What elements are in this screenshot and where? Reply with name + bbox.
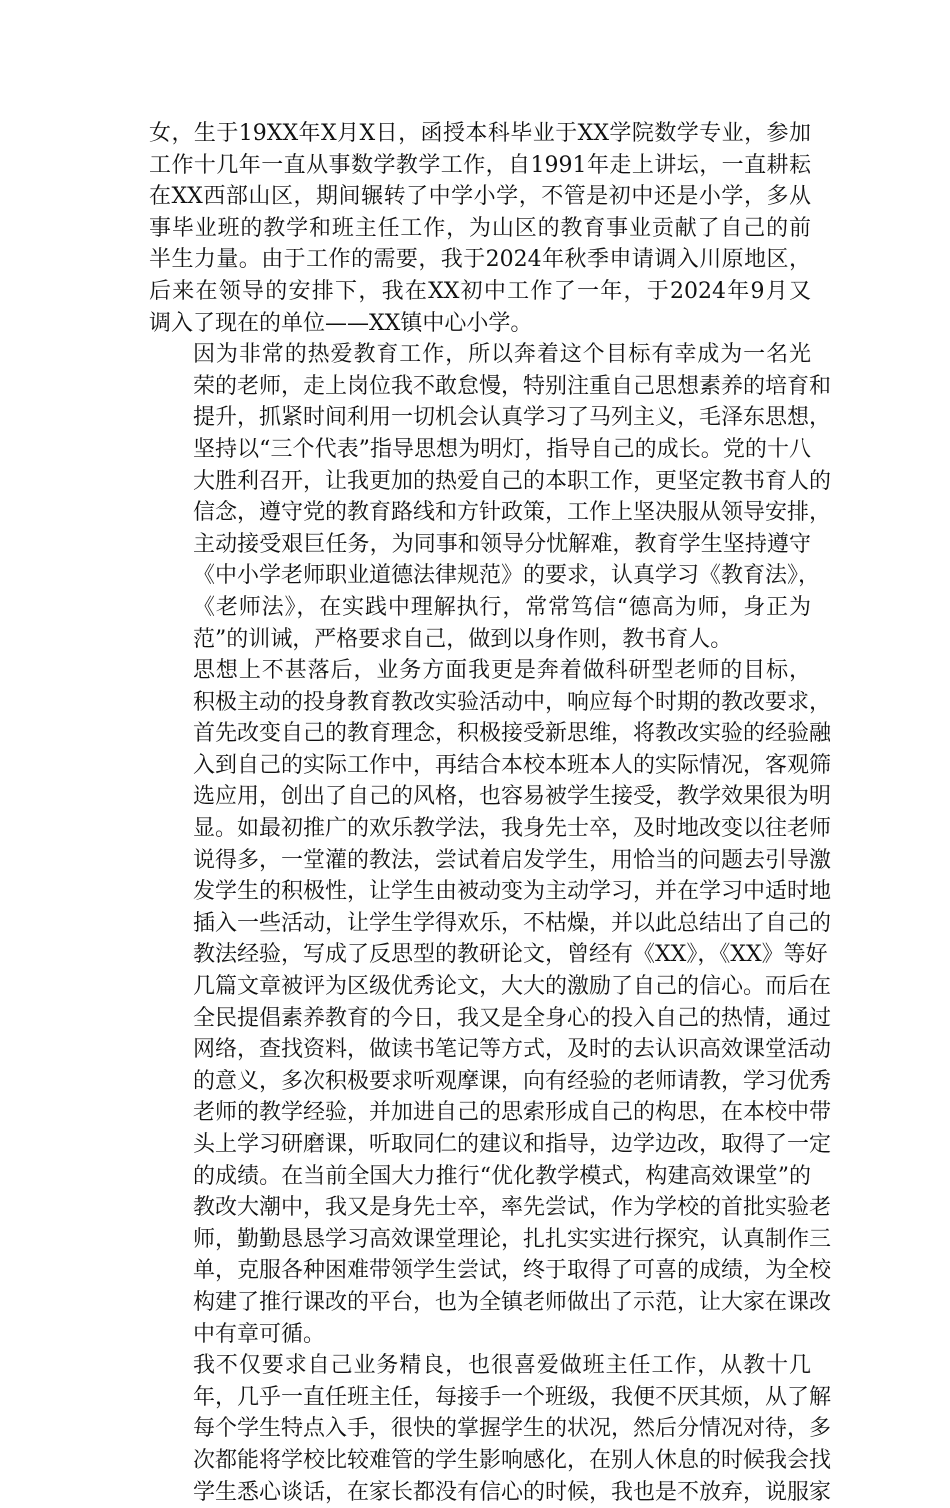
paragraph (149, 655, 832, 1350)
text-line: 半生力量。由于工作的需要，我于2024年秋季申请调入川原地区， (149, 247, 811, 273)
text-line: 信念，遵守党的教育路线和方针政策，工作上坚决服从领导安排， (193, 500, 832, 526)
text-line: 教改大潮中，我又是身先士卒，率先尝试，作为学校的首批实验老 (193, 1195, 832, 1221)
text-line: 发学生的积极性，让学生由被动变为主动学习，并在学习中适时地 (193, 879, 832, 905)
text-line: 单，克服各种困难带领学生尝试，终于取得了可喜的成绩，为全校 (193, 1258, 832, 1284)
text-line: 次都能将学校比较难管的学生影响感化，在别人休息的时候我会找 (193, 1447, 832, 1473)
text-line: 首先改变自己的教育理念，积极接受新思维，将教改实验的经验融 (193, 721, 832, 747)
text-line: 几篇文章被评为区级优秀论文，大大的激励了自己的信心。而后在 (193, 974, 832, 1000)
text-line: 我不仅要求自己业务精良，也很喜爱做班主任工作，从教十几 (193, 1353, 811, 1379)
text-line: 老师的教学经验，并加进自己的思索形成自己的构思，在本校中带 (193, 1100, 832, 1126)
paragraph (149, 118, 811, 339)
text-line: 入到自己的实际工作中，再结合本校本班本人的实际情况，客观筛 (193, 752, 832, 778)
text-line: 事毕业班的教学和班主任工作，为山区的教育事业贡献了自己的前 (149, 215, 811, 241)
text-line: 大胜利召开，让我更加的热爱自己的本职工作，更坚定教书育人的 (193, 468, 832, 494)
text-line: 中有章可循。 (193, 1321, 326, 1347)
text-line: 女，生于19XX年X月X日，函授本科毕业于XX学院数学专业，参加 (149, 121, 811, 146)
text-line: 思想上不甚落后，业务方面我更是奔着做科研型老师的目标， (193, 658, 811, 684)
text-line: 提升，抓紧时间利用一切机会认真学习了马列主义，毛泽东思想， (193, 405, 832, 431)
text-line: 选应用，创出了自己的风格，也容易被学生接受，教学效果很为明 (193, 784, 832, 810)
text-line: 教法经验，写成了反思型的教研论文，曾经有《XX》，《XX》等好 (193, 942, 828, 968)
text-line: 积极主动的投身教育教改实验活动中，响应每个时期的教改要求， (193, 689, 832, 715)
text-line: 全民提倡素养教育的今日，我又是全身心的投入自己的热情，通过 (193, 1005, 832, 1031)
text-line: 显。如最初推广的欢乐教学法，我身先士卒，及时地改变以往老师 (193, 816, 832, 842)
text-line: 的意义，多次积极要求听观摩课，向有经验的老师请教，学习优秀 (193, 1068, 832, 1094)
text-line: 构建了推行课改的平台，也为全镇老师做出了示范，让大家在课改 (193, 1289, 832, 1315)
text-line: 插入一些活动，让学生学得欢乐，不枯燥，并以此总结出了自己的 (193, 910, 832, 936)
text-line: 师，勤勤恳恳学习高效课堂理论，扎扎实实进行探究，认真制作三 (193, 1226, 832, 1252)
text-line: 《中小学老师职业道德法律规范》的要求，认真学习《教育法》， (193, 563, 821, 589)
text-line: 调入了现在的单位——XX镇中心小学。 (149, 310, 533, 336)
text-line: 后来在领导的安排下，我在XX初中工作了一年，于2024年9月又 (149, 278, 811, 304)
document-body (149, 118, 832, 1508)
text-line: 荣的老师，走上岗位我不敢怠慢，特别注重自己思想素养的培育和 (193, 373, 832, 399)
text-line: 的成绩。在当前全国大力推行“优化教学模式，构建高效课堂”的 (193, 1163, 811, 1189)
text-line: 网络，查找资料，做读书笔记等方式，及时的去认识高效课堂活动 (193, 1037, 832, 1063)
text-line: 说得多，一堂灌的教法，尝试着启发学生，用恰当的问题去引导激 (193, 847, 832, 873)
text-line: 坚持以“三个代表”指导思想为明灯，指导自己的成长。党的十八 (193, 436, 811, 462)
text-line: 工作十几年一直从事数学教学工作，自1991年走上讲坛，一直耕耘 (149, 152, 811, 178)
text-line: 头上学习研磨课，听取同仁的建议和指导，边学边改，取得了一定 (193, 1132, 832, 1157)
text-line: 年，几乎一直任班主任，每接手一个班级，我便不厌其烦，从了解 (193, 1384, 832, 1410)
text-line: 主动接受艰巨任务，为同事和领导分忧解难，教育学生坚持遵守 (193, 531, 811, 557)
text-line: 在XX西部山区，期间辗转了中学小学，不管是初中还是小学，多从 (149, 184, 811, 210)
text-line: 因为非常的热爱教育工作，所以奔着这个目标有幸成为一名光 (193, 342, 811, 368)
paragraph (149, 339, 832, 655)
text-line: 范”的训诫，严格要求自己，做到以身作则，教书育人。 (193, 626, 733, 652)
paragraph (149, 1350, 832, 1508)
text-line: 每个学生特点入手，很快的掌握学生的状况，然后分情况对待，多 (193, 1416, 832, 1442)
text-line: 《老师法》，在实践中理解执行，常常笃信“德高为师，身正为 (193, 594, 811, 620)
text-line: 学生悉心谈话，在家长都没有信心的时候，我也是不放弃，说服家 (193, 1479, 832, 1505)
